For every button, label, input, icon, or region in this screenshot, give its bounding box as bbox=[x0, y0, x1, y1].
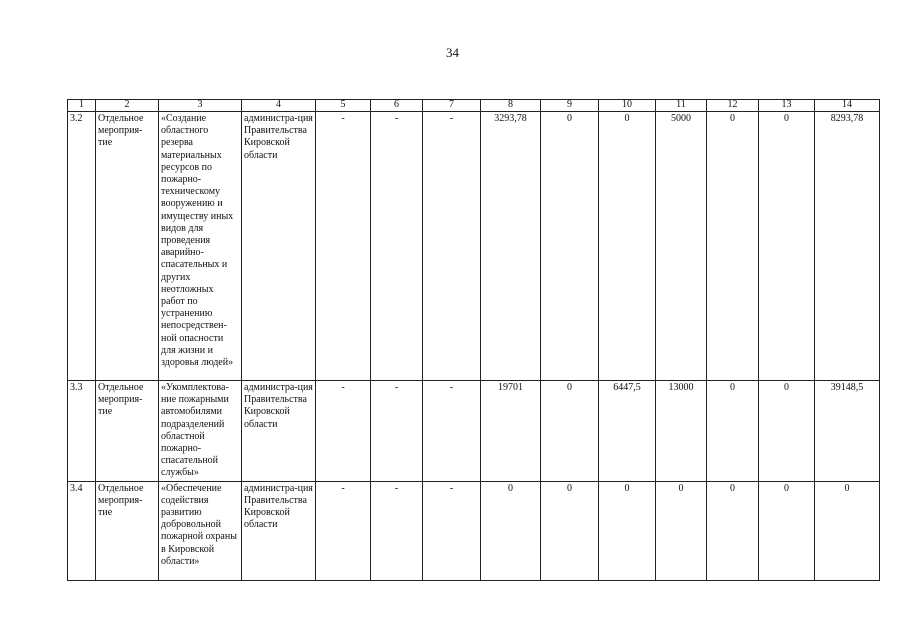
column-header: 6 bbox=[371, 100, 423, 112]
row-executor: администра-ция Правительства Кировской области bbox=[242, 112, 316, 381]
cell-c13: 0 bbox=[759, 381, 815, 482]
column-header: 3 bbox=[159, 100, 242, 112]
cell-c7: - bbox=[423, 112, 481, 381]
column-header: 7 bbox=[423, 100, 481, 112]
row-id: 3.3 bbox=[68, 381, 96, 482]
column-header: 2 bbox=[96, 100, 159, 112]
column-header: 10 bbox=[599, 100, 656, 112]
page-number: 34 bbox=[446, 45, 459, 60]
row-name: «Обеспечение содействия развитию добровольной пожарной охраны в Кировской области» bbox=[159, 481, 242, 580]
cell-c13: 0 bbox=[759, 481, 815, 580]
column-header: 9 bbox=[541, 100, 599, 112]
column-header: 13 bbox=[759, 100, 815, 112]
cell-c8: 0 bbox=[481, 481, 541, 580]
row-name: «Укомплектова-ние пожарными автомобилями подразделений областной пожарно-спасательной службы» bbox=[159, 381, 242, 482]
cell-c11: 5000 bbox=[656, 112, 707, 381]
cell-c7: - bbox=[423, 481, 481, 580]
cell-c13: 0 bbox=[759, 112, 815, 381]
cell-c5: - bbox=[316, 112, 371, 381]
cell-c11: 13000 bbox=[656, 381, 707, 482]
cell-c10: 0 bbox=[599, 112, 656, 381]
row-type: Отдельное мероприя-тие bbox=[96, 381, 159, 482]
row-executor: администра-ция Правительства Кировской области bbox=[242, 381, 316, 482]
column-header: 8 bbox=[481, 100, 541, 112]
cell-c12: 0 bbox=[707, 112, 759, 381]
header-row bbox=[68, 100, 880, 112]
table-row bbox=[68, 381, 880, 482]
column-header: 11 bbox=[656, 100, 707, 112]
cell-c10: 0 bbox=[599, 481, 656, 580]
row-id: 3.4 bbox=[68, 481, 96, 580]
cell-c9: 0 bbox=[541, 112, 599, 381]
column-header: 12 bbox=[707, 100, 759, 112]
cell-c7: - bbox=[423, 381, 481, 482]
row-executor: администра-ция Правительства Кировской области bbox=[242, 481, 316, 580]
row-type: Отдельное мероприя-тие bbox=[96, 112, 159, 381]
cell-c12: 0 bbox=[707, 481, 759, 580]
cell-c14: 8293,78 bbox=[815, 112, 880, 381]
cell-c8: 3293,78 bbox=[481, 112, 541, 381]
cell-c14: 39148,5 bbox=[815, 381, 880, 482]
row-type: Отдельное мероприя-тие bbox=[96, 481, 159, 580]
column-header: 5 bbox=[316, 100, 371, 112]
cell-c9: 0 bbox=[541, 481, 599, 580]
cell-c6: - bbox=[371, 381, 423, 482]
cell-c5: - bbox=[316, 481, 371, 580]
cell-c8: 19701 bbox=[481, 381, 541, 482]
column-header: 14 bbox=[815, 100, 880, 112]
cell-c9: 0 bbox=[541, 381, 599, 482]
cell-c6: - bbox=[371, 112, 423, 381]
column-header: 4 bbox=[242, 100, 316, 112]
cell-c12: 0 bbox=[707, 381, 759, 482]
cell-c11: 0 bbox=[656, 481, 707, 580]
cell-c10: 6447,5 bbox=[599, 381, 656, 482]
table-row bbox=[68, 112, 880, 381]
row-name: «Создание областного резерва материальных ресурсов по пожарно-техническому вооружению и имуществу иных видов для проведения аварийно-спасательных и других неотложных работ по устранению непосредствен-ной опасности для жизни и здоровья людей» bbox=[159, 112, 242, 381]
row-id: 3.2 bbox=[68, 112, 96, 381]
column-header: 1 bbox=[68, 100, 96, 112]
cell-c14: 0 bbox=[815, 481, 880, 580]
table-row bbox=[68, 481, 880, 580]
budget-table bbox=[67, 99, 880, 581]
cell-c6: - bbox=[371, 481, 423, 580]
cell-c5: - bbox=[316, 381, 371, 482]
